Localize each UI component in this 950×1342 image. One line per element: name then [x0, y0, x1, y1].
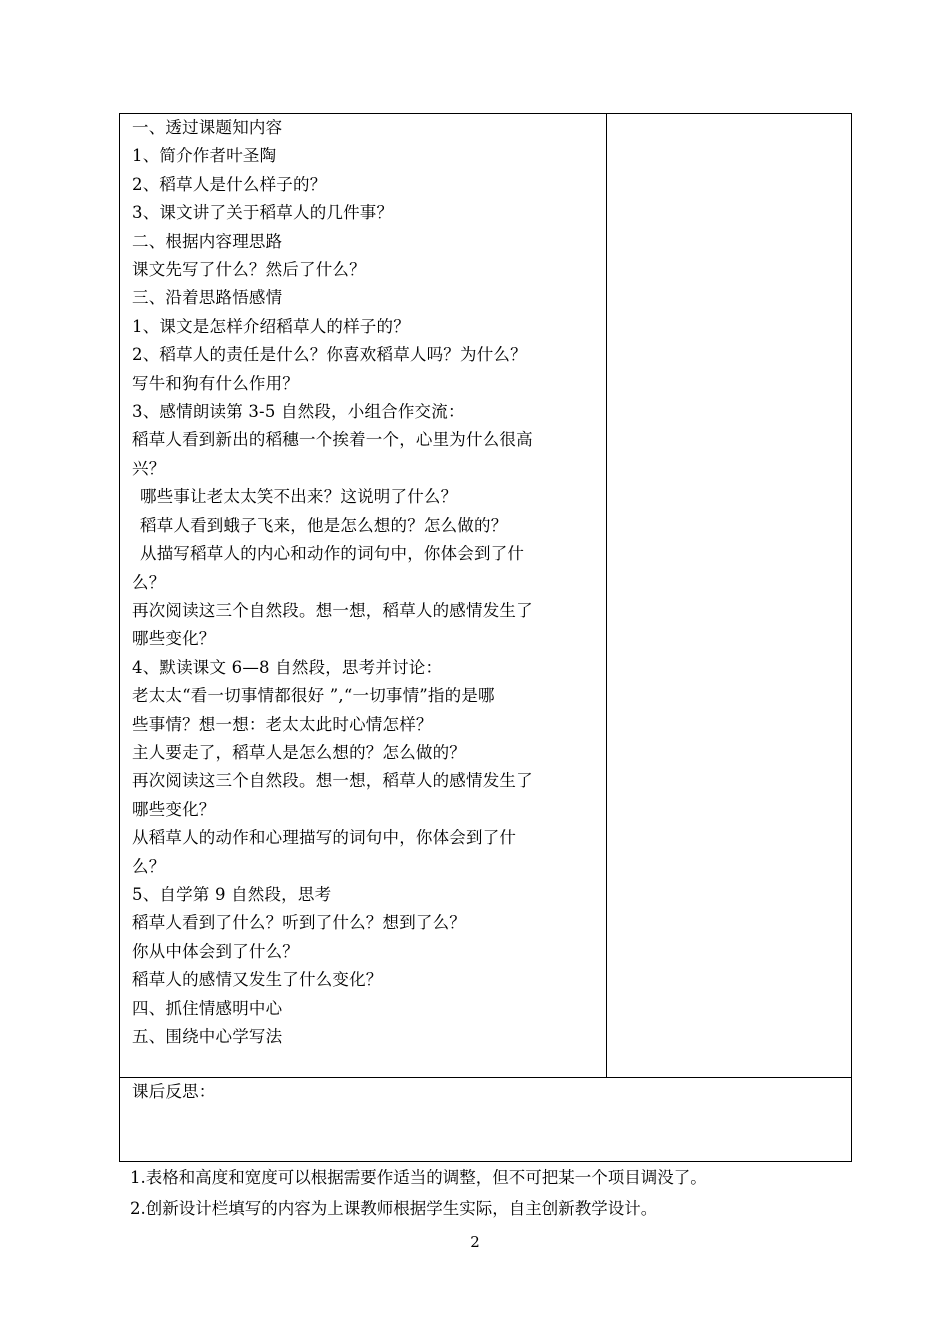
reflection-cell[interactable] — [120, 1078, 852, 1162]
text-line: 一、透过课题知内容 — [132, 118, 283, 137]
text-line: 哪些事让老太太笑不出来？这说明了什么？ — [140, 487, 458, 507]
footnote: 2.创新设计栏填写的内容为上课教师根据学生实际，自主创新教学设计。 — [130, 1199, 658, 1218]
text-line: 1、简介作者叶圣陶 — [132, 146, 277, 166]
text-line: 课文先写了什么？然后了什么？ — [132, 260, 366, 280]
innovation-design-cell[interactable] — [607, 114, 852, 1078]
text-line: 4、默读课文 6—8 自然段，思考并讨论： — [132, 657, 443, 677]
text-line: 你从中体会到了什么？ — [132, 941, 299, 961]
footnote: 1.表格和高度和宽度可以根据需要作适当的调整，但不可把某一个项目调没了。 — [130, 1168, 707, 1187]
text-line: 稻草人看到了什么？听到了什么？想到了么？ — [132, 913, 466, 933]
text-line: 老太太“看一切事情都很好 ”,“一切事情”指的是哪 — [132, 686, 495, 706]
text-line: 写牛和狗有什么作用？ — [132, 373, 299, 393]
footnotes — [130, 1162, 707, 1224]
text-line: 2、稻草人的责任是什么？你喜欢稻草人吗？为什么？ — [132, 345, 527, 365]
text-line: 么？ — [132, 856, 166, 876]
text-line: 再次阅读这三个自然段。想一想，稻草人的感情发生了 — [132, 600, 533, 620]
text-line: 1、课文是怎样介绍稻草人的样子的？ — [132, 316, 410, 336]
text-line: 三、沿着思路悟感情 — [132, 288, 283, 308]
text-line: 哪些变化？ — [132, 629, 216, 649]
text-line: 五、围绕中心学写法 — [132, 1027, 283, 1046]
reflection-label: 课后反思： — [132, 1082, 216, 1101]
text-line: 稻草人看到蛾子飞来，他是怎么想的？怎么做的？ — [140, 515, 508, 535]
text-line: 3、课文讲了关于稻草人的几件事？ — [132, 203, 394, 223]
content-row — [120, 114, 852, 1078]
text-line: 么？ — [132, 572, 166, 592]
text-line: 再次阅读这三个自然段。想一想，稻草人的感情发生了 — [132, 771, 533, 791]
reflection-row — [120, 1078, 852, 1162]
text-line: 哪些变化？ — [132, 799, 216, 819]
text-line: 5、自学第 9 自然段，思考 — [132, 884, 332, 904]
teaching-process-cell — [120, 114, 607, 1078]
text-line: 从描写稻草人的内心和动作的词句中，你体会到了什 — [140, 544, 525, 564]
text-line: 2、稻草人是什么样子的？ — [132, 174, 327, 194]
text-line: 从稻草人的动作和心理描写的词句中，你体会到了什 — [132, 828, 517, 848]
page-number: 2 — [470, 1233, 480, 1251]
text-line: 主人要走了，稻草人是怎么想的？怎么做的？ — [132, 742, 466, 762]
text-line: 兴？ — [132, 458, 166, 478]
lesson-plan-table — [119, 113, 852, 1162]
text-line: 稻草人的感情又发生了什么变化？ — [132, 970, 383, 990]
text-line: 稻草人看到新出的稻穗一个挨着一个，心里为什么很高 — [132, 430, 533, 450]
text-line: 3、感情朗读第 3-5 自然段，小组合作交流： — [132, 402, 465, 422]
text-line: 四、抓住情感明中心 — [132, 998, 283, 1018]
text-line: 二、根据内容理思路 — [132, 231, 283, 251]
text-line: 些事情？想一想：老太太此时心情怎样？ — [132, 714, 433, 734]
